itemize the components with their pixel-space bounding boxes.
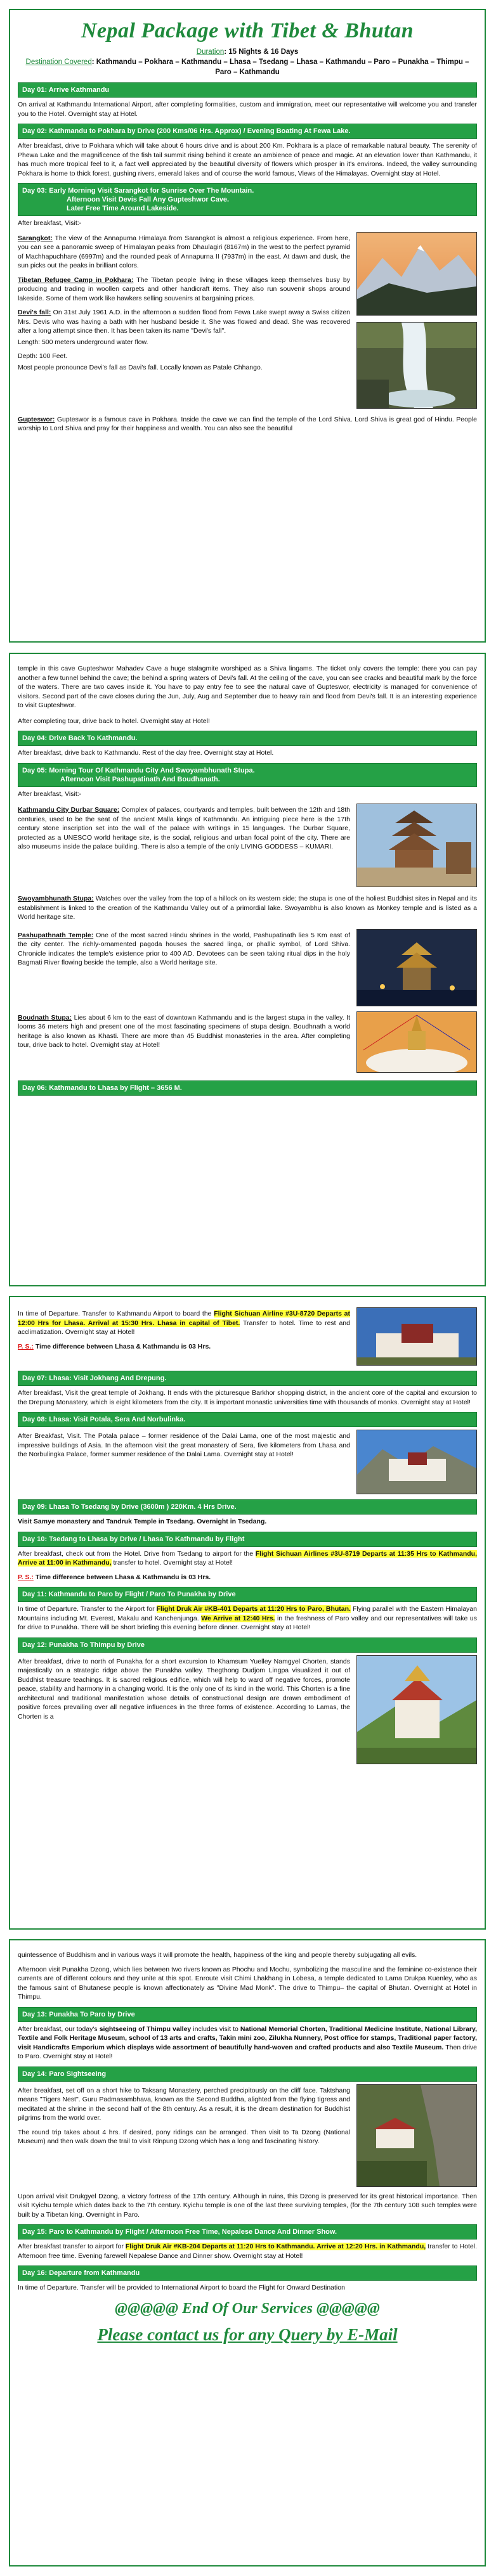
day-06-header-page-2: Day 06: Kathmandu to Lhasa by Flight – 3656 M. — [18, 1080, 477, 1096]
day-11-text — [18, 1605, 477, 1632]
gupteswor-paragraph — [18, 415, 477, 433]
day-02-header: Day 02: Kathmandu to Pokhara by Drive (200 Kms/06 Hrs. Approx) / Evening Boating At Fewa Lake. — [18, 124, 477, 139]
gupteswor-label: Gupteswor: — [18, 415, 55, 423]
potala-palace-photo — [356, 1430, 477, 1494]
duration-value: : 15 Nights & 16 Days — [224, 48, 299, 56]
day-11-text-start: In time of Departure. Transfer to the Airport for — [18, 1605, 157, 1613]
day-13-text-start: After breakfast, our today's — [18, 2025, 100, 2033]
day-15-header: Day 15: Paro to Kathmandu by Flight / Afternoon Free Time, Nepalese Dance And Dinner Show. — [18, 2224, 477, 2240]
day-03-header-line-3: Later Free Time Around Lakeside. — [67, 205, 179, 212]
day-11-arrival-highlight: We Arrive at 12:40 Hrs. — [201, 1614, 275, 1622]
sarangkot-text: The view of the Annapurna Himalaya from Sarangkot is almost a religious experience. From here, you can see a panoramic sweep of Himalayan peaks from Dhaulagiri (8167m) in the west to the perfect pyramid of Machhapuchhare (6997m) and the rounded peak of Annapurna II (7937m) in the east. At dawn and dusk, the sun picks out the peaks in brilliant colors. — [18, 234, 350, 269]
contact-email-note[interactable]: Please contact us for any Query by E-Mail — [97, 2324, 398, 2344]
day-13-places: National Memorial Chorten, Traditional Medicine Institute, National Library, Textile and Folk Heritage Museum, school of 13 arts and crafts, Takin mini zoo, Zilukha Nunnery, Post office for stamps, Traditional paper factory, visit Handicrafts Emporium which displays wide assortment of beautifully hand-woven and crafted products and also Textile Museum. — [18, 2025, 477, 2051]
day-10-text-start: After breakfast, check out from the Hotel. Drive from Tsedang to airport for the — [18, 1549, 256, 1558]
day-13-sightseeing: sightseeing of Thimpu valley — [99, 2025, 192, 2033]
day-13-header: Day 13: Punakha To Paro by Drive — [18, 2007, 477, 2022]
day-13-text-end: Then drive to Paro. Overnight stay at Hotel! — [18, 2043, 477, 2060]
punakha-chorten-photo — [356, 1655, 477, 1764]
devis-fall-length: Length: 500 meters underground water flow. — [18, 338, 148, 346]
day-06-text-end: Transfer to hotel. Time to rest and acclimatization. Overnight stay at Hotel! — [18, 1319, 350, 1336]
boudhanath-paragraph — [18, 1013, 350, 1050]
day-02-text: After breakfast, drive to Pokhara which will take about 6 hours drive and is about 200 Km. Pokhara is a place of remarkable natural beauty. The serenity of Phewa Lake and the magnificence of the fish tail summit rising behind it create an ambience of peace and magic. At an elevation lower than Kathmandu, it has much more tropical feel to it, a fact well appreciated by the beautiful diversity of flowers which prosper in it's environs. Indeed, the valley surrounding Pokhara is home to thick forest, gushing rivers, emerald lakes and of course the world famous, Views of the Himalayas. Overnight stay at Hotel. — [18, 142, 477, 177]
day-13-text-mid: includes visit to — [191, 2025, 240, 2033]
day-15-text-end: transfer to Hotel. Afternoon free time. Evening farewell Nepalese Dance and Dinner show. Overnight stay at Hotel! — [18, 2243, 477, 2260]
tibetan-camp-text: The Tibetan people living in these villages keep themselves busy by producing and trading in woollen carpets and other handicraft items. They also run souvenir shops around lakeside. Some of them work like hawkers selling souvenirs at bargaining prices. — [18, 276, 350, 302]
day-10-text-end: transfer to hotel. Overnight stay at Hotel! — [111, 1559, 233, 1567]
day-12-afternoon: Afternoon visit Punakha Dzong, which lies between two rivers known as Phochu and Mochu, symbolizing the masculine and the feminine co-existence their currents are of different colours and they unite at this spot. Enroute visit Chimi Lhakhang in Lobesa, a temple dedicated to Lama Drukpa Kuenley, who as the famous saint of Bhutanese people is known affectionately as "Divine Mad Monk". The drive to Thimpu– the capital of Bhutan. Overnight at Hotel in Thimpu. — [18, 1965, 477, 2001]
devis-fall-note: Most people pronounce Devi's fall as Davi's fall. Locally known as Patale Chhango. — [18, 363, 263, 371]
end-of-services: @@@@@ End Of Our Services @@@@@ — [115, 2300, 380, 2317]
day-15-text-start: After breakfast transfer to airport for — [18, 2243, 126, 2250]
pashupatinath-label: Pashupathnath Temple: — [18, 931, 94, 939]
day-10-ps-text: Time difference between Lhasa & Kathmandu is 03 Hrs. — [33, 1573, 211, 1581]
day-05-intro: After breakfast, Visit:- — [18, 790, 82, 798]
gupteswor-continued: temple in this cave Gupteshwor Mahadev Cave a huge stalagmite worshiped as a Shiva lingams. The ticket only covers the temple: there you can pay another a few tunnel behind the cave; the behind a spring waters of Devi's fall. At the ceiling of the cave, you can see cracks and beautiful mark by the force of the waters. There are two caves inside it. You have to pay entry fee to see the natural cave of Gupteswor, electricity is managed for convenience of visitors. Second part of the cave closes during the Jun, July, Aug and September due to heavy rain and flood from Devi's fall. It is an interesting experience to visit Gupteshwor. — [18, 665, 477, 709]
sarangkot-label: Sarangkot: — [18, 234, 53, 242]
pashupatinath-text: One of the most sacred Hindu shrines in the world, Pashupatinath lies 5 Km east of the city center. The richly-ornamented pagoda houses the sacred linga, or phallic symbol, of Lord Shiva. Chronicle indicates the temple's existence prior to 400 AD. Devotees can be seen taking ritual dips in the holy Bagmati River flowing beside the temple, also a World heritage site. — [18, 931, 350, 966]
day-11-header: Day 11: Kathmandu to Paro by Flight / Paro To Punakha by Drive — [18, 1587, 477, 1602]
brochure-page-3 — [9, 1296, 486, 1930]
brochure-page-2 — [9, 653, 486, 1286]
day-15-text — [18, 2242, 477, 2260]
destination-value: : Kathmandu – Pokhara – Kathmandu – Lhasa – Tsedang – Lhasa – Kathmandu – Paro – Punakha – Thimpu – Paro – Kathmandu — [91, 58, 469, 76]
day-06-flight-highlight: Flight Sichuan Airline #3U-8720 Departs at 12:00 Hrs for Lhasa. Arrival at 15:30 Hrs. Lhasa in capital of Tibet. — [18, 1310, 351, 1327]
day-01-header: Day 01: Arrive Kathmandu — [18, 82, 477, 98]
durbar-square-label: Kathmandu City Durbar Square: — [18, 806, 120, 814]
page-title: Nepal Package with Tibet & Bhutan — [81, 19, 414, 42]
day-03-header-line-2: Afternoon Visit Devis Fall Any Gupteshwor Cave. — [67, 196, 230, 203]
durbar-square-text: Complex of palaces, courtyards and temples, built between the 12th and 18th centuries, used to be the seat of the ancient Malla kings of Kathmandu. An intriguing piece here is the 17th century stone inscription set into the wall of the palace with writings in 15 languages. The Durbar Square, protected as a UNESCO world heritage site, is the social, religious and urban focal point of the city. There are also museums inside the palace building. There is also a temple of the only LIVING GODDESS – KUMARI. — [18, 806, 350, 850]
day-08-header: Day 08: Lhasa: Visit Potala, Sera And Norbulinka. — [18, 1412, 477, 1427]
day-07-text: After breakfast, Visit the great temple of Jokhang. It ends with the picturesque Barkhor shopping district, in the ancient core of the capital and excursion to the Drepung Monastery, which is eight kilometers from the city. It is important monastic universities time with thousands of monks. Overnight stay at Hotel! — [18, 1389, 477, 1406]
day-05-header-line-2: Afternoon Visit Pashupatinath And Boudhanath. — [60, 775, 220, 783]
day-04-text: After breakfast, drive back to Kathmandu. Rest of the day free. Overnight stay at Hotel. — [18, 749, 274, 757]
destination-label: Destination Covered — [25, 58, 92, 66]
pashupatinath-photo — [356, 929, 477, 1006]
day-01-text: On arrival at Kathmandu International Airport, after completing formalities, custom and immigration, meet our representative will welcome you and transfer you to the Hotel. Overnight stay at Hotel. — [18, 101, 477, 118]
day-14-drukgyel: Upon arrival visit Drukgyel Dzong, a victory fortress of the 17th century. Although in ruins, this Dzong is preserved for its great historical importance. Then visit Kyichu temple which dates back to the 7th century. Kyichu temple is one of the last three surviving temples, (for the 7th century 108 such temples were built by a Tibetan king. Overnight in Paro. — [18, 2192, 477, 2219]
day-03-header-line-1: Day 03: Early Morning Visit Sarangkot for Sunrise Over The Mountain. — [22, 187, 254, 195]
day-10-header: Day 10: Tsedang to Lhasa by Drive / Lhasa To Kathmandu by Flight — [18, 1532, 477, 1547]
swoyambhunath-label: Swoyambhunath Stupa: — [18, 895, 94, 902]
day-06-ps — [18, 1342, 350, 1352]
swoyambhunath-paragraph — [18, 894, 477, 922]
boudhanath-text: Lies about 6 km to the east of downtown Kathmandu and is the largest stupa in the valley. It looms 36 meters high and present one of the most fascinating specimens of stupa design. Boudhnath a world heritage is also known as Khasti. There are more than 45 Buddhist monasteries in the area. After completing tour, drive back to hotel. Overnight stay at Hotel! — [18, 1013, 350, 1049]
durbar-square-photo — [356, 804, 477, 887]
day-03-header — [18, 183, 477, 216]
day-06-ps-text: Time difference between Lhasa & Kathmandu is 03 Hrs. — [33, 1342, 211, 1350]
devis-fall-paragraph — [18, 308, 350, 336]
taktsang-monastery-photo — [356, 2084, 477, 2187]
devis-fall-depth: Depth: 100 Feet. — [18, 352, 68, 360]
tibetan-camp-paragraph — [18, 276, 350, 304]
day-06-text-start: In time of Departure. Transfer to Kathmandu Airport to board the — [18, 1310, 214, 1317]
brochure-page-4 — [9, 1939, 486, 2566]
devis-fall-label: Devi's fall: — [18, 309, 51, 316]
day-06-ps-label: P. S.: — [18, 1342, 34, 1350]
day-11-text-mid: Flying parallel with the Eastern Himalayan Mountains including Mt. Everest, Makalu and Kanchenjunga. — [18, 1605, 477, 1622]
day-06-text — [18, 1309, 350, 1337]
day-03-intro: After breakfast, Visit:- — [18, 219, 82, 227]
day-11-flight-highlight: Flight Druk Air #KB-401 Departs at 11:20 Hrs to Paro, Bhutan. — [156, 1605, 351, 1613]
tour-meta — [18, 47, 477, 77]
day-03-closing: After completing tour, drive back to hotel. Overnight stay at Hotel! — [18, 717, 210, 725]
day-08-text: After Breakfast, Visit. The Potala palace – former residence of the Dalai Lama, one of the most majestic and impressive buildings of Asia. In the afternoon visit the great monastery of Sera, five kilometers from Lhasa and the Norbulingka Palace, former summer residence of the Dalai Lama. Overnight stay at Hotel! — [18, 1432, 350, 1458]
lhasa-potala-photo — [356, 1307, 477, 1366]
day-11-text-end: in the freshness of Paro valley and our representatives will take us for drive to Punakha. There will be short briefing this evening before dinner. Overnight stay at Hotel! — [18, 1614, 478, 1631]
day-12-header: Day 12: Punakha To Thimpu by Drive — [18, 1637, 477, 1653]
day-14-text: After breakfast, set off on a short hike to Taksang Monastery, perched precipitously on the cliff face. Taktshang means "Tigers Nest". Guru Padmasambhava, known as the Second Buddha, alighted from the flying tigress and meditated at the shrine in the second half of the 8th century. As a result, it is the dream destination for Buddhist pilgrims from the world over. — [18, 2086, 350, 2122]
day-09-text: Visit Samye monastery and Tandruk Temple in Tsedang. Overnight in Tsedang. — [18, 1518, 267, 1525]
day-10-flight-highlight: Flight Sichuan Airlines #3U-8719 Departs at 11:35 Hrs to Kathmandu, Arrive at 11:00 in Kathmandu, — [18, 1549, 477, 1567]
devis-fall-text: On 31st July 1961 A.D. in the afternoon a sudden flood from Fewa Lake swept away a Swiss citizen Mrs. Devis who was having a bath with her husband beside it. She was flowed and dead. She was recovered after a long attempt since then. It has been taken its name "Devi's fall". — [18, 309, 350, 335]
day-12-text: After breakfast, drive to north of Punakha for a short excursion to Khamsum Yuelley Namgyel Chorten, stands majestically on a strategic ridge above the Punakha valley. Thegthong Dudjom Lingpa visualized it out of Buddhist treasure teachings. It is sacred religious edifice, which will help to ward off negative forces, promote peace, stability and harmony in a changing world. It is the only one of its kind in the world. This Chorten is a fine architectural and traditional manifestation whose details of constructional design are drawn embodiment of positive forces prevailing over all negative influences in the three forms of existence. According to Lamas, the Chorten is a — [18, 1657, 350, 1721]
day-04-header: Day 04: Drive Back To Kathmandu. — [18, 731, 477, 746]
pashupatinath-paragraph — [18, 931, 350, 968]
boudhanath-photo — [356, 1011, 477, 1073]
durbar-square-paragraph — [18, 805, 350, 852]
gupteswor-text: Gupteswor is a famous cave in Pokhara. Inside the cave we can find the temple of the Lord Shiva. Lord Shiva is great god of Hindu. People worship to Lord Shiva and pray for their happiness and wealth. You can also see the beautiful — [18, 415, 477, 432]
day-05-header — [18, 763, 477, 787]
day-07-header: Day 07: Lhasa: Visit Jokhang And Drepung. — [18, 1371, 477, 1386]
boudhanath-label: Boudnath Stupa: — [18, 1013, 72, 1022]
devis-fall-photo — [356, 322, 477, 409]
duration-label: Duration — [196, 48, 225, 56]
sarangkot-mountain-photo — [356, 232, 477, 316]
day-09-header: Day 09: Lhasa To Tsedang by Drive (3600m ) 220Km. 4 Hrs Drive. — [18, 1499, 477, 1515]
day-15-flight-highlight: Flight Druk Air #KB-204 Departs at 11:20 Hrs to Kathmandu. Arrive at 12:20 Hrs. in Kathmandu, — [125, 2243, 426, 2250]
day-16-text: In time of Departure. Transfer will be provided to International Airport to board the Flight for Onward Destination — [18, 2284, 345, 2291]
day-10-text — [18, 1549, 477, 1568]
day-10-ps — [18, 1573, 477, 1582]
day-14-round-trip: The round trip takes about 4 hrs. If desired, pony ridings can be arranged. Then visit to Ta Dzong (National Museum) and then walk down the trail to visit Rinpung Dzong which has a long and fascinating history. — [18, 2128, 350, 2145]
day-13-text — [18, 2025, 477, 2061]
day-16-header: Day 16: Departure from Kathmandu — [18, 2265, 477, 2281]
day-10-ps-label: P. S.: — [18, 1573, 34, 1581]
day-05-header-line-1: Day 05: Morning Tour Of Kathmandu City And Swoyambhunath Stupa. — [22, 766, 255, 774]
swoyambhunath-text: Watches over the valley from the top of a hillock on its western side; the stupa is one of the holiest Buddhist sites in Nepal and its establishment is linked to the creation of the Kathmandu Valley out of a primordial lake. Swoyambhu is also known as Monkey temple and is listed as a World heritage site. — [18, 895, 477, 921]
brochure-page-1 — [9, 9, 486, 643]
tibetan-camp-label: Tibetan Refugee Camp in Pokhara: — [18, 276, 134, 284]
day-14-header: Day 14: Paro Sightseeing — [18, 2067, 477, 2082]
day-12-continued: quintessence of Buddhism and in various ways it will promote the health, happiness of the king and people thereby subjugating all evils. — [18, 1951, 417, 1959]
sarangkot-paragraph — [18, 234, 350, 271]
